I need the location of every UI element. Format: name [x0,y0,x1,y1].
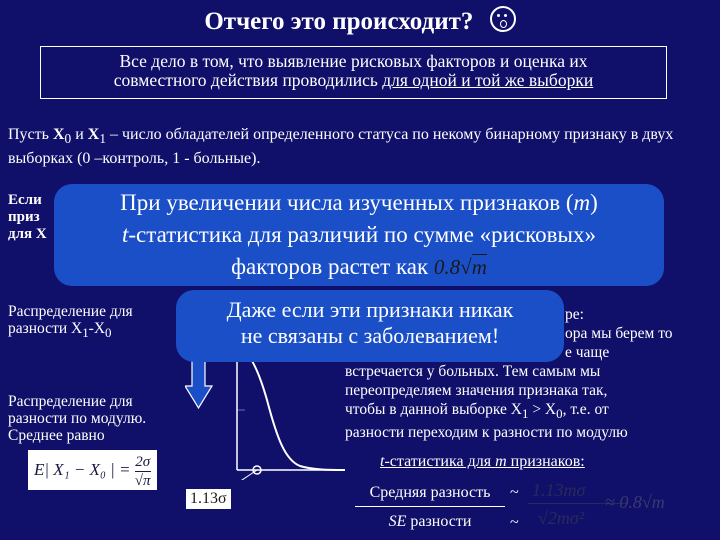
half-normal-curve [237,348,345,470]
para1-part2: – число обладателей определенного статуса по некому бинарному признаку в двух выборках (0 –контроль, 1 - больные). [8,126,674,168]
right-l5-mid: > X [528,401,557,418]
callout1-l1-post: ) [590,190,598,215]
intro-line-2 [41,71,666,90]
callout1-l3: факторов растет как [231,254,429,279]
callout-not-related [176,290,564,362]
hidden-line-2: приз [8,209,40,225]
ratio-fraction [355,484,505,531]
hidden-line-3: для X [8,226,47,242]
callout1-line3 [54,251,664,283]
sigma-label: 1.13σ [186,489,231,509]
dist-abs-line1: Распределение для [8,393,133,410]
callout1-formula: 0.8√m [433,255,487,279]
right-line-3: встречается у больных. Тем самым мы [345,363,601,380]
intro-line-2-text: совместного действия проводились [113,70,383,90]
callout1-l1-pre: При увеличении числа изученных признаков ( [120,190,574,215]
expect-lhs: E| X₁ − X₀ | = [34,460,131,479]
expect-num: 2σ [135,453,151,470]
dist-diff-dash: -X [88,320,106,337]
callout1-t: t [121,222,129,247]
hidden-text-lines [8,192,47,243]
callout1-line2 [54,219,664,251]
right-line-4: переопределяем значения признака так, [345,382,608,399]
formula-coef: 0.8 [433,255,461,279]
ratio-result: ≈ 0.8√m [605,492,665,512]
label-dist-difference [8,303,133,341]
para1-x1-sub: 1 [99,131,106,147]
dist-diff-sub0: 0 [105,325,112,341]
paragraph-definition [8,125,713,169]
dist-diff-text: разности X [8,320,83,337]
fraction-den-rest: разности [406,513,472,530]
intro-line-1: Все дело в том, что выявление рисковых факторов и оценка их [119,51,588,71]
callout1-l2: -статистика для различий по сумме «рисковых» [128,222,596,247]
surprised-face-icon [490,6,516,32]
dist-diff-sub1: 1 [82,325,89,341]
callout1-m: m [573,190,591,215]
dist-diff-line2 [8,320,133,341]
ratio-numerator-formula: 1.13mσ [532,480,586,500]
callout2-line1: Даже если эти признаки никак [226,297,514,322]
callout-tstat-growth [54,184,664,286]
right-line-1: ора мы берем то [565,325,673,342]
callout1-line1 [54,187,664,219]
dist-abs-line3: Среднее равно [8,427,105,444]
para1-x1: X [87,126,100,143]
formula-m: m [471,255,487,279]
intro-line-2-underlined: для одной и той же выборки [382,70,594,90]
ratio-denominator-formula: √2mσ² [538,508,585,528]
dist-abs-line2: разности по модулю. [8,410,147,427]
callout2-line2: не связаны с заболеванием! [240,323,500,348]
para1-and: и [71,126,88,143]
para1-x0: X [52,126,65,143]
para1-part1: Пусть [8,126,53,143]
tstat-t: t [380,453,385,470]
expect-fraction [135,453,151,490]
title-text: Отчего это происходит? [204,8,474,35]
intro-box [40,46,667,99]
approx-symbol-2: ~ [510,514,519,531]
tstat-heading [380,453,585,471]
dist-diff-line1: Распределение для [8,303,133,320]
fraction-denominator [355,507,505,531]
para1-x0-sub: 0 [64,131,72,147]
approx-symbol-1: ~ [510,484,519,501]
right-l5-sub1: 1 [521,406,529,422]
right-l5-sub0: 0 [556,406,563,422]
tstat-rest: -статистика для [384,453,496,470]
right-l5-post: , т.е. от [562,401,609,418]
label-dist-abs [8,393,146,444]
expect-den: √π [134,472,151,489]
fraction-se: SE [388,513,407,530]
right-line-6: разности переходим к разности по модулю [345,424,628,442]
right-line-0: ре: [565,306,584,323]
slide-title [0,6,720,36]
tstat-end: признаков: [506,453,585,470]
fraction-numerator: Средняя разность [355,484,505,507]
hidden-line-1: Если [8,192,42,208]
right-l5-pre: чтобы в данной выборке X [345,401,522,418]
right-line-2: е чаще [565,344,610,361]
tstat-m: m [495,453,507,470]
expectation-formula [28,450,157,490]
right-line-5 [345,400,715,423]
